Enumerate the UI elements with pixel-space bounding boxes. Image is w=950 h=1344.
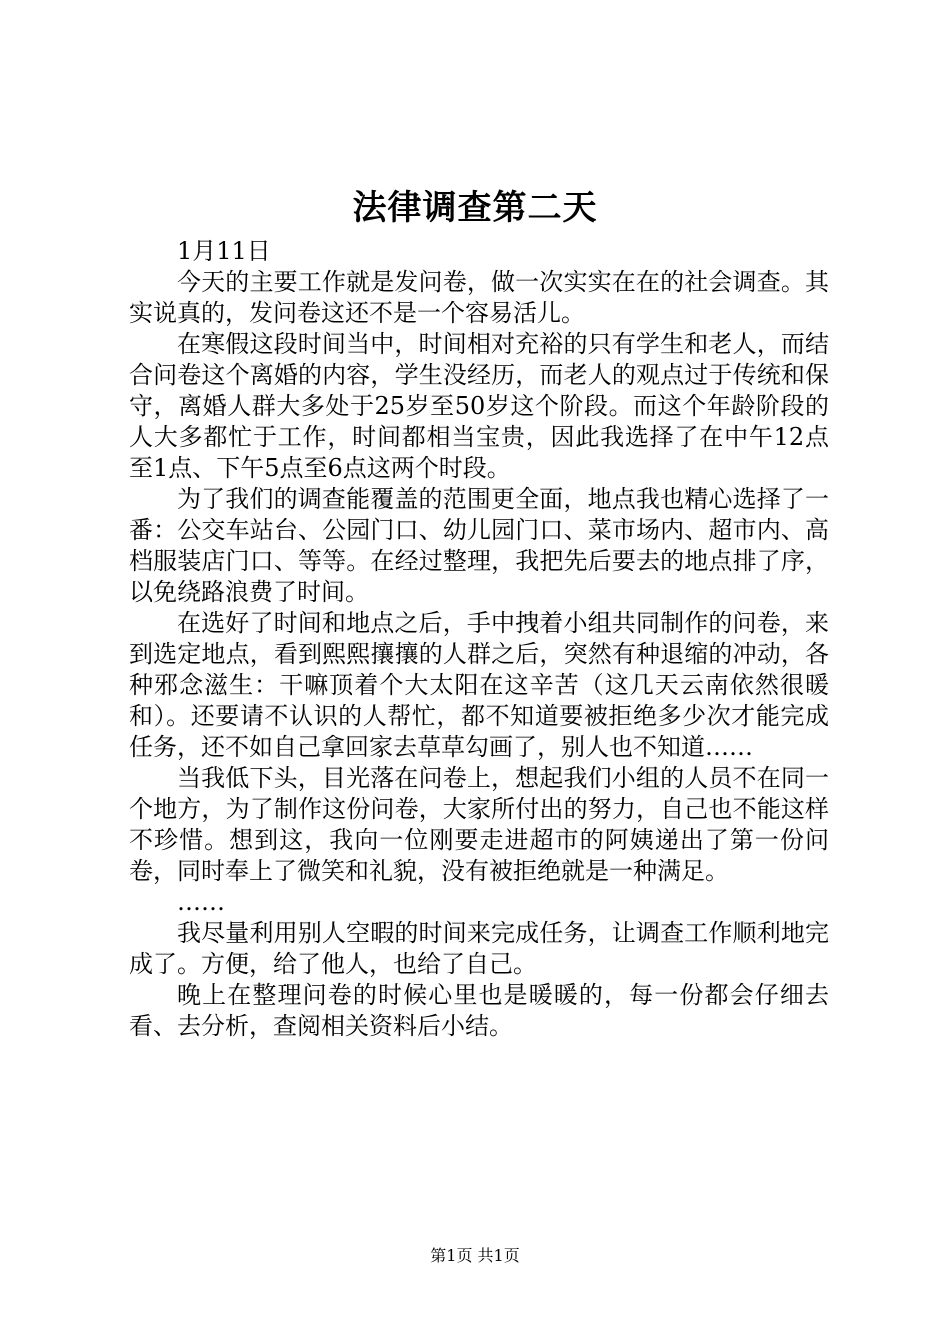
document-title: 法律调查第二天 bbox=[352, 188, 598, 228]
paragraph: 今天的主要工作就是发问卷，做一次实实在在的社会调查。其实说真的，发问卷这还不是一个容易活儿。 bbox=[129, 268, 829, 327]
paragraph: 为了我们的调查能覆盖的范围更全面，地点我也精心选择了一番：公交车站台、公园门口、幼儿园门口、菜市场内、超市内、高档服装店门口、等等。在经过整理，我把先后要去的地点排了序，以免绕路浪费了时间。 bbox=[129, 485, 829, 606]
paragraph: 在寒假这段时间当中，时间相对充裕的只有学生和老人，而结合问卷这个离婚的内容，学生没经历，而老人的观点过于传统和保守，离婚人群大多处于25岁至50岁这个阶段。而这个年龄阶段的人大多都忙于工作，时间都相当宝贵，因此我选择了在中午12点至1点、下午5点至6点这两个时段。 bbox=[129, 330, 829, 482]
paragraph: 晚上在整理问卷的时候心里也是暖暖的，每一份都会仔细去看、去分析，查阅相关资料后小结。 bbox=[129, 981, 829, 1040]
paragraph: 在选好了时间和地点之后，手中拽着小组共同制作的问卷，来到选定地点，看到熙熙攘攘的人群之后，突然有种退缩的冲动，各种邪念滋生：干嘛顶着个大太阳在这辛苦（这几天云南依然很暖和）。还要请不认识的人帮忙，都不知道要被拒绝多少次才能完成任务，还不如自己拿回家去草草勾画了，别人也不知道…… bbox=[129, 609, 829, 761]
date-line: 1月11日 bbox=[177, 237, 271, 265]
paragraph: 我尽量利用别人空暇的时间来完成任务，让调查工作顺利地完成了。方便，给了他人，也给了自己。 bbox=[129, 919, 829, 978]
ellipsis-line: …… bbox=[177, 888, 225, 916]
paragraph: 当我低下头，目光落在问卷上，想起我们小组的人员不在同一个地方，为了制作这份问卷，大家所付出的努力，自己也不能这样不珍惜。想到这，我向一位刚要走进超市的阿姨递出了第一份问卷，同时奉上了微笑和礼貌，没有被拒绝就是一种满足。 bbox=[129, 764, 829, 885]
page-footer: 第1页 共1页 bbox=[430, 1246, 520, 1265]
document-body bbox=[129, 236, 829, 1042]
